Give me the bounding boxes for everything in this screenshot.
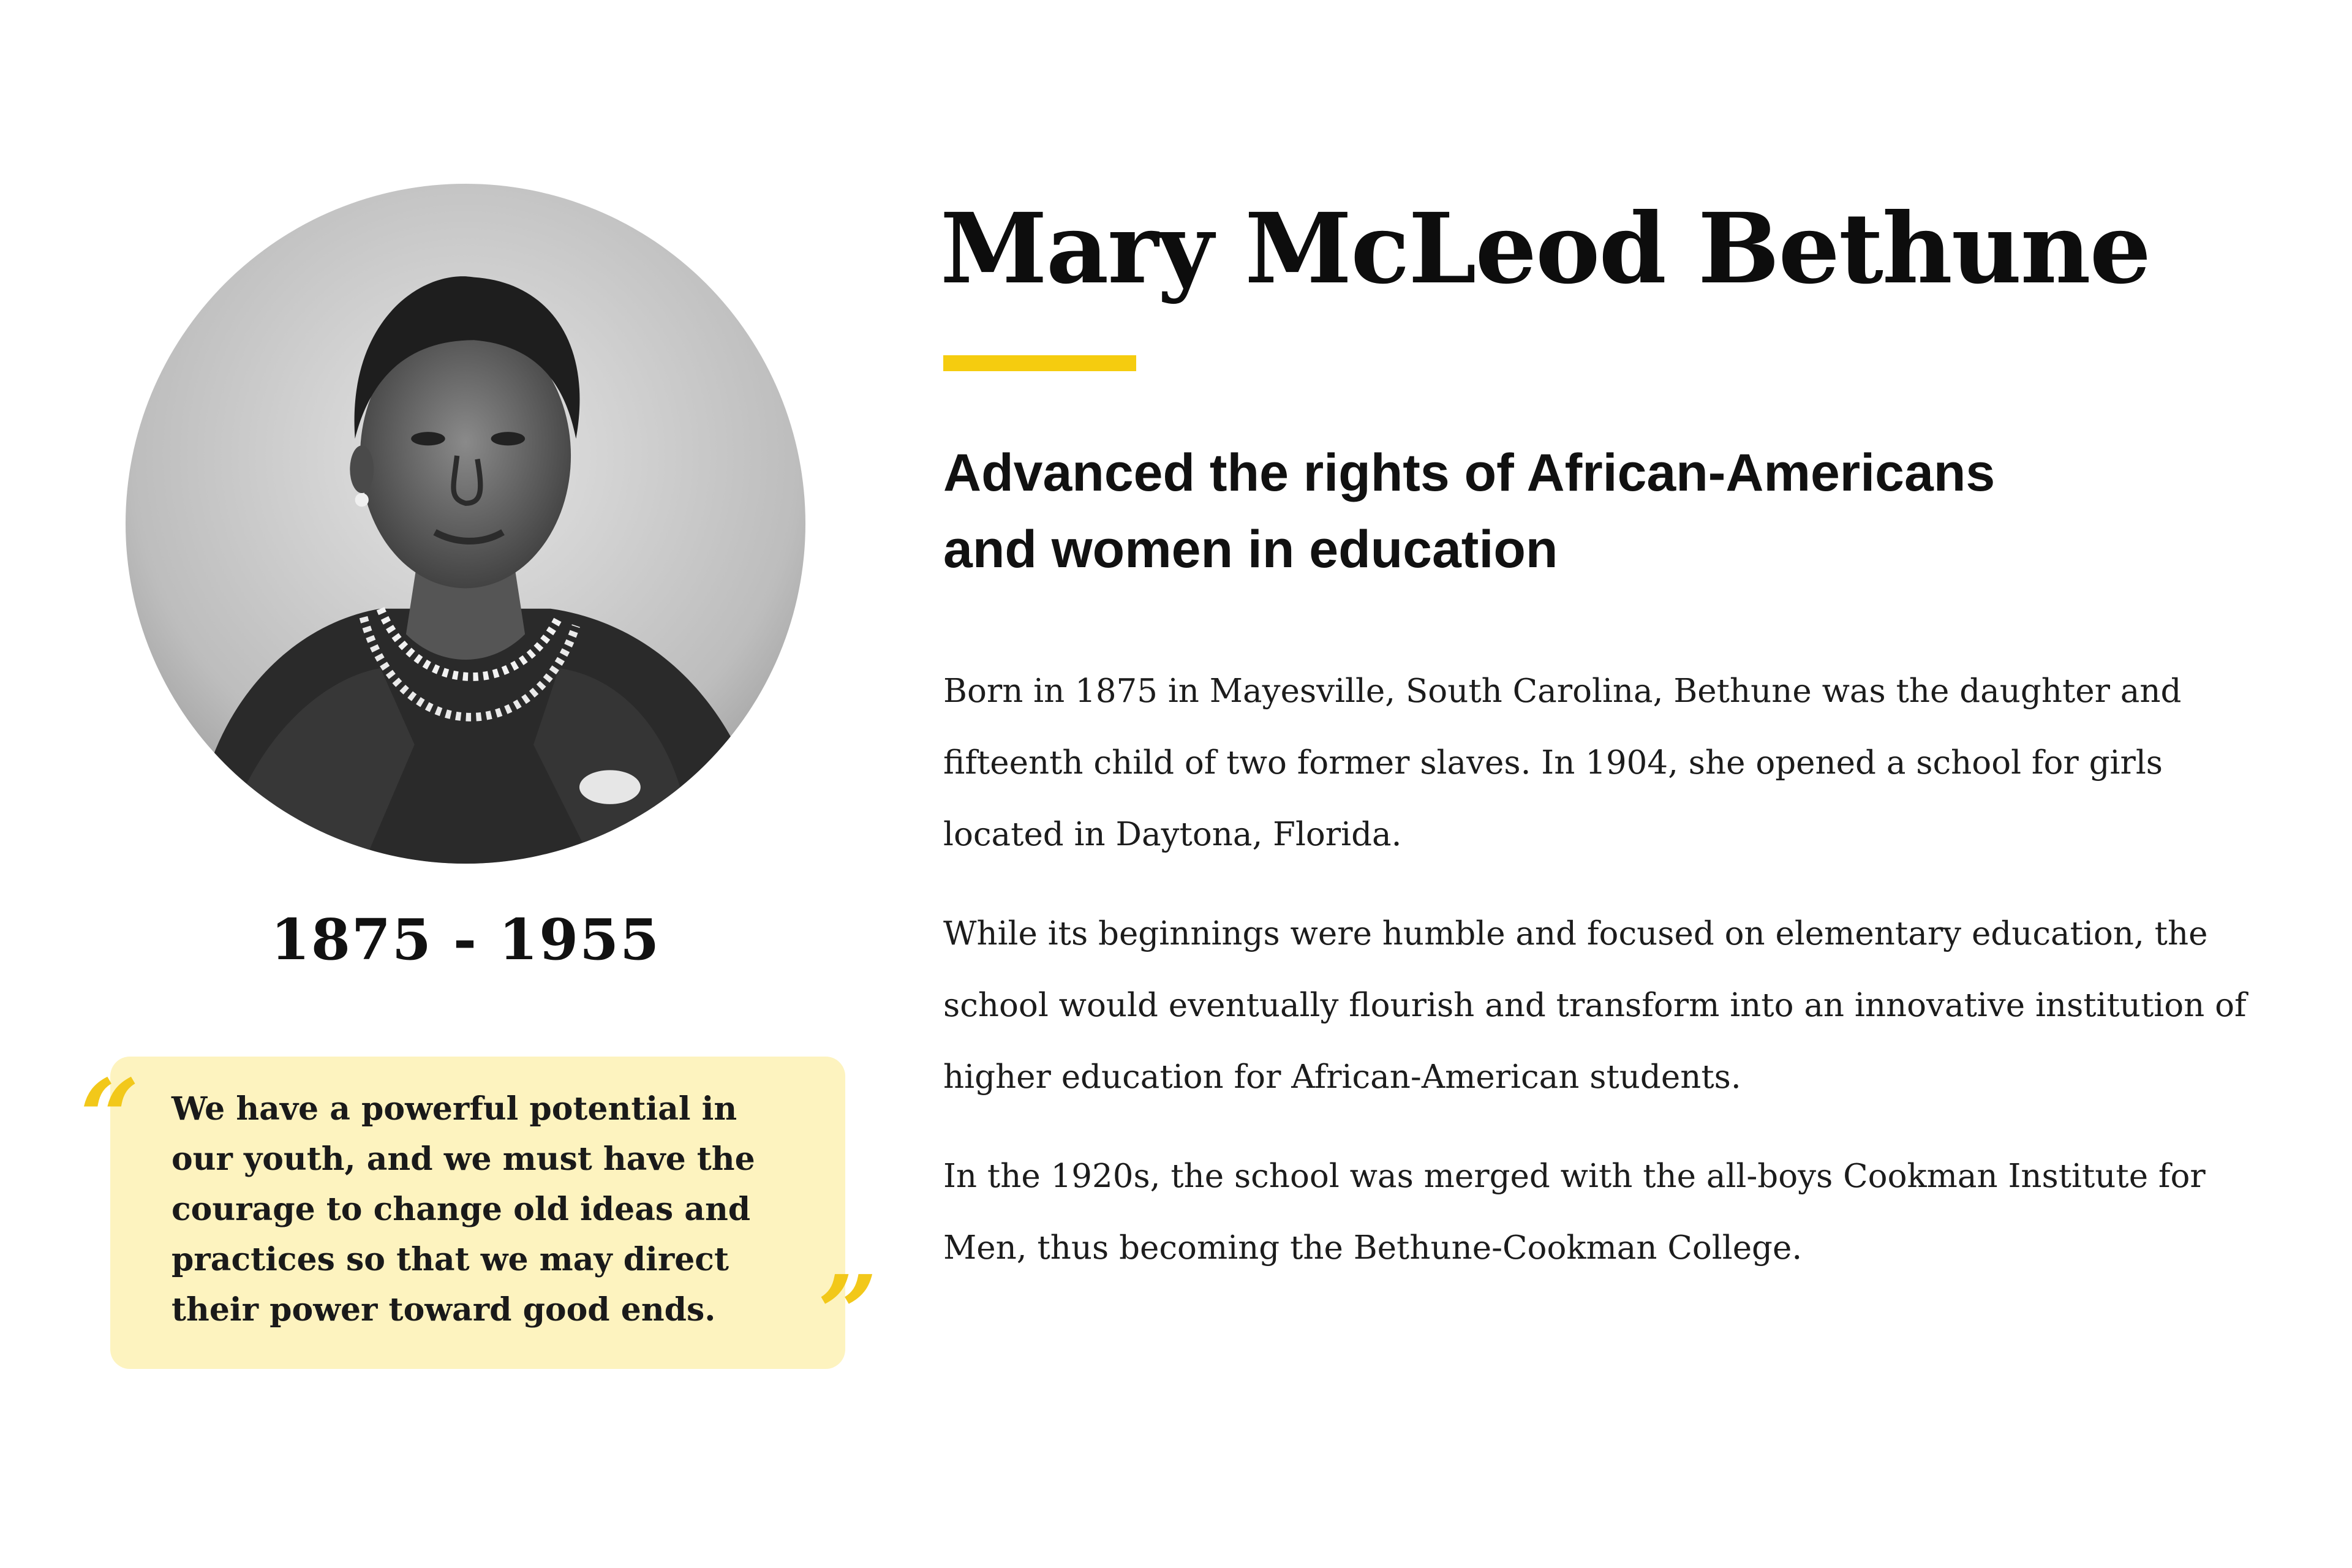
portrait-photo xyxy=(126,184,805,864)
quote-text: We have a powerful potential in our youth, and we must have the courage to change old ideas and practices so that we may direct their power toward good ends. xyxy=(172,1090,755,1329)
page-title: Mary McLeod Bethune xyxy=(940,192,2150,306)
life-years: 1875 - 1955 xyxy=(270,907,661,973)
subtitle-line-2: and women in education xyxy=(943,520,1558,579)
open-quote-icon: “ xyxy=(80,1057,140,1179)
biography-text xyxy=(943,655,2278,1311)
subtitle xyxy=(943,435,2168,588)
bio-paragraph-2: While its beginnings were humble and focused on elementary education, the school would eventually flourish and transform into an innovative institution of higher education for African-American students. xyxy=(943,915,2247,1096)
title-accent-bar xyxy=(943,355,1136,371)
close-quote-icon: ” xyxy=(818,1253,878,1375)
portrait-illustration xyxy=(126,184,805,864)
bio-paragraph-1: Born in 1875 in Mayesville, South Carolina, Bethune was the daughter and fifteenth child of two former slaves. In 1904, she opened a school for girls located in Daytona, Florida. xyxy=(943,673,2182,853)
bio-paragraph-3: In the 1920s, the school was merged with the all-boys Cookman Institute for Men, thus becoming the Bethune-Cookman College. xyxy=(943,1158,2206,1267)
subtitle-line-1: Advanced the rights of African-Americans xyxy=(943,443,1996,502)
